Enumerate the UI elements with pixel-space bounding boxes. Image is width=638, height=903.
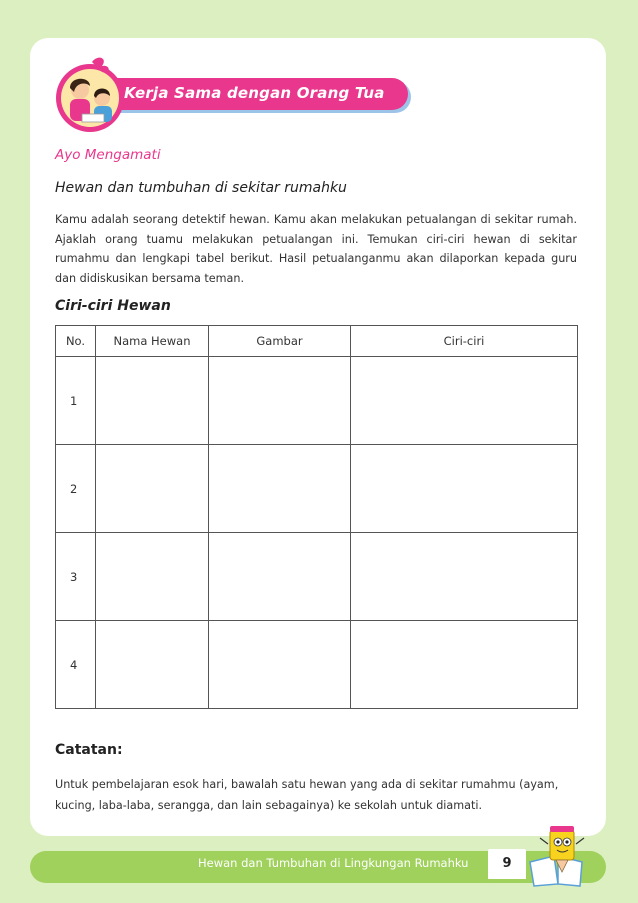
table-row <box>56 621 578 709</box>
table-row <box>56 357 578 445</box>
table-title: Ciri-ciri Hewan <box>55 298 171 314</box>
picture-cell[interactable] <box>209 533 351 621</box>
header-animal-name: Nama Hewan <box>96 326 209 357</box>
row-number: 2 <box>56 445 96 533</box>
table-row <box>56 445 578 533</box>
table-header-row <box>56 326 578 357</box>
topic-title: Hewan dan tumbuhan di sekitar rumahku <box>55 180 347 196</box>
animal-name-cell[interactable] <box>96 533 209 621</box>
page-number: 9 <box>502 856 512 871</box>
row-number: 1 <box>56 357 96 445</box>
characteristics-cell[interactable] <box>351 357 578 445</box>
header-picture: Gambar <box>209 326 351 357</box>
header-characteristics: Ciri-ciri <box>351 326 578 357</box>
notes-text: Untuk pembelajaran esok hari, bawalah satu hewan yang ada di sekitar rumahmu (ayam, kucing, laba-laba, serangga, dan lain sebagainya) ke sekolah untuk diamati. <box>55 778 559 812</box>
picture-cell[interactable] <box>209 621 351 709</box>
activity-banner <box>100 78 408 110</box>
banner-title: Kerja Sama dengan Orang Tua <box>124 84 385 102</box>
characteristics-cell[interactable] <box>351 445 578 533</box>
header-no: No. <box>56 326 96 357</box>
row-number: 3 <box>56 533 96 621</box>
table-row <box>56 533 578 621</box>
characteristics-cell[interactable] <box>351 621 578 709</box>
pencil-mascot-icon <box>528 822 588 888</box>
intro-paragraph: Kamu adalah seorang detektif hewan. Kamu akan melakukan petualangan di sekitar rumah. Ajaklah orang tuamu melakukan petualangan ini. Temukan ciri-ciri hewan di sekitar rumahmu dan lengkapi tabel berikut. Hasil petualanganmu akan dilaporkan kepada guru dan didiskusikan bersama teman. <box>55 213 577 285</box>
notes-title: Catatan: <box>55 742 123 758</box>
picture-cell[interactable] <box>209 357 351 445</box>
animal-name-cell[interactable] <box>96 357 209 445</box>
animal-name-cell[interactable] <box>96 621 209 709</box>
parent-child-illustration <box>52 54 128 134</box>
characteristics-cell[interactable] <box>351 533 578 621</box>
animal-name-cell[interactable] <box>96 445 209 533</box>
section-title: Ayo Mengamati <box>55 147 161 163</box>
page-number-box <box>488 849 526 881</box>
picture-cell[interactable] <box>209 445 351 533</box>
footer-title: Hewan dan Tumbuhan di Lingkungan Rumahku <box>198 856 469 870</box>
row-number: 4 <box>56 621 96 709</box>
animal-characteristics-table <box>55 325 578 709</box>
